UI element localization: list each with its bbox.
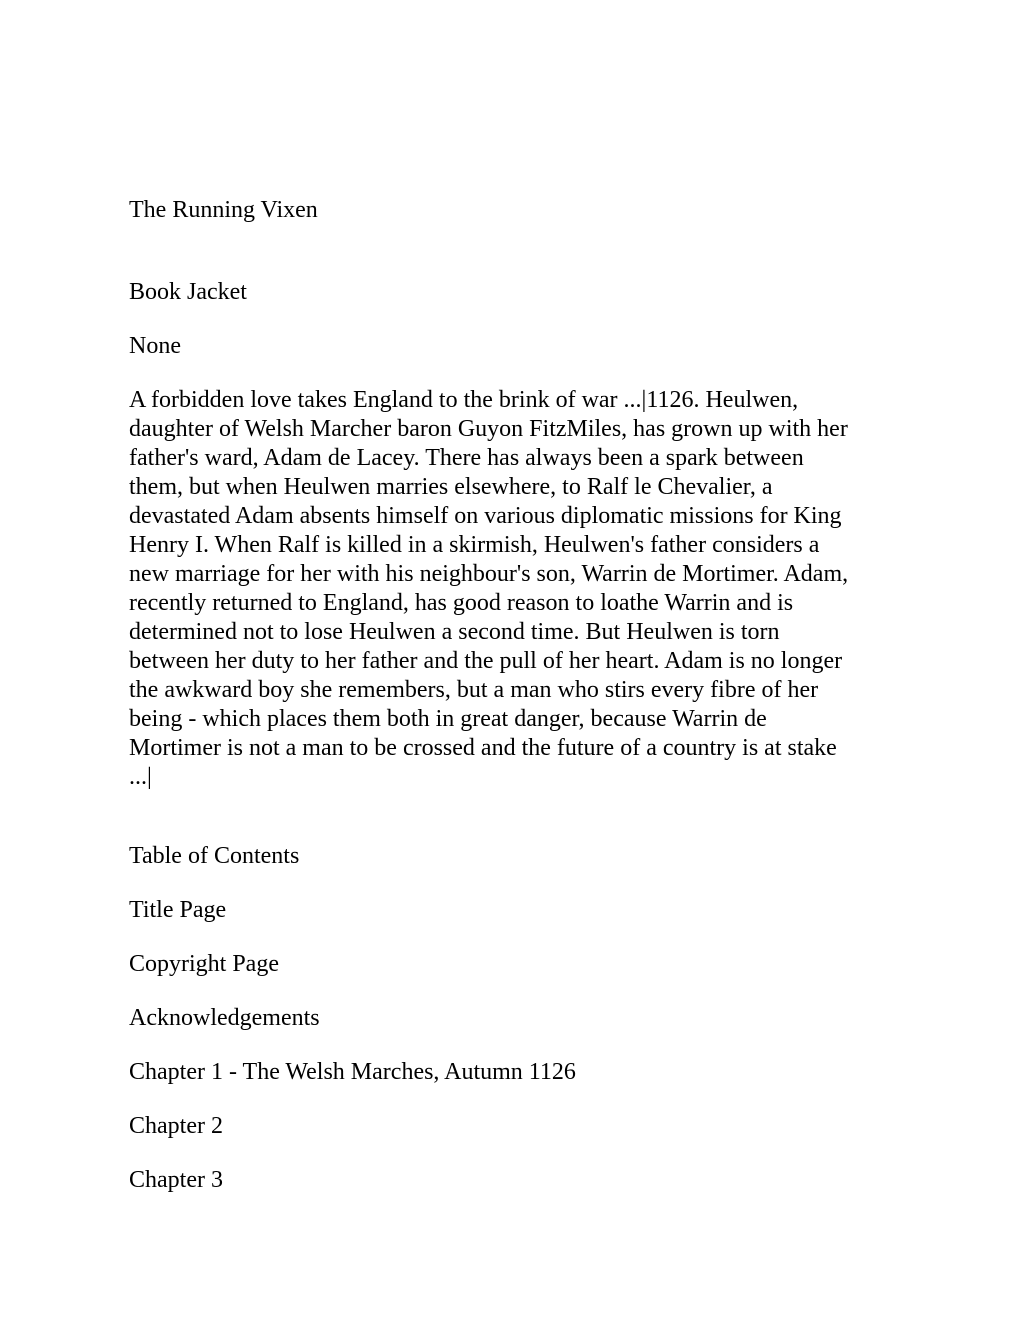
blurb-line: recently returned to England, has good reason to loathe Warrin and is <box>129 590 794 616</box>
blurb-line: new marriage for her with his neighbour's son, Warrin de Mortimer. Adam, <box>129 561 849 587</box>
blurb-line: Mortimer is not a man to be crossed and the future of a country is at stake <box>129 735 837 761</box>
toc-item-acknowledgements[interactable]: Acknowledgements <box>129 1005 320 1031</box>
blurb-line: father's ward, Adam de Lacey. There has always been a spark between <box>129 445 804 471</box>
blurb-line: daughter of Welsh Marcher baron Guyon FitzMiles, has grown up with her <box>129 416 848 442</box>
toc-list <box>129 896 576 1220</box>
toc-item-chapter-1[interactable]: Chapter 1 - The Welsh Marches, Autumn 1126 <box>129 1059 576 1085</box>
blurb-line: being - which places them both in great danger, because Warrin de <box>129 706 767 732</box>
book-jacket-value: None <box>129 333 181 359</box>
blurb-line: between her duty to her father and the pull of her heart. Adam is no longer <box>129 648 843 674</box>
blurb-line: devastated Adam absents himself on various diplomatic missions for King <box>129 503 842 529</box>
toc-item-chapter-3[interactable]: Chapter 3 <box>129 1167 223 1193</box>
blurb-line: ...| <box>129 764 152 790</box>
blurb-line: the awkward boy she remembers, but a man who stirs every fibre of her <box>129 677 819 703</box>
blurb-line: Henry I. When Ralf is killed in a skirmish, Heulwen's father considers a <box>129 532 820 558</box>
toc-item-chapter-2[interactable]: Chapter 2 <box>129 1113 223 1139</box>
book-jacket-blurb <box>129 386 889 792</box>
blurb-line: A forbidden love takes England to the brink of war ...|1126. Heulwen, <box>129 387 799 413</box>
toc-item-copyright-page[interactable]: Copyright Page <box>129 951 279 977</box>
toc-item-title-page[interactable]: Title Page <box>129 897 227 923</box>
blurb-line: determined not to lose Heulwen a second time. But Heulwen is torn <box>129 619 780 645</box>
blurb-line: them, but when Heulwen marries elsewhere, to Ralf le Chevalier, a <box>129 474 773 500</box>
book-title: The Running Vixen <box>129 197 318 223</box>
book-jacket-heading: Book Jacket <box>129 279 247 305</box>
toc-heading: Table of Contents <box>129 843 300 869</box>
